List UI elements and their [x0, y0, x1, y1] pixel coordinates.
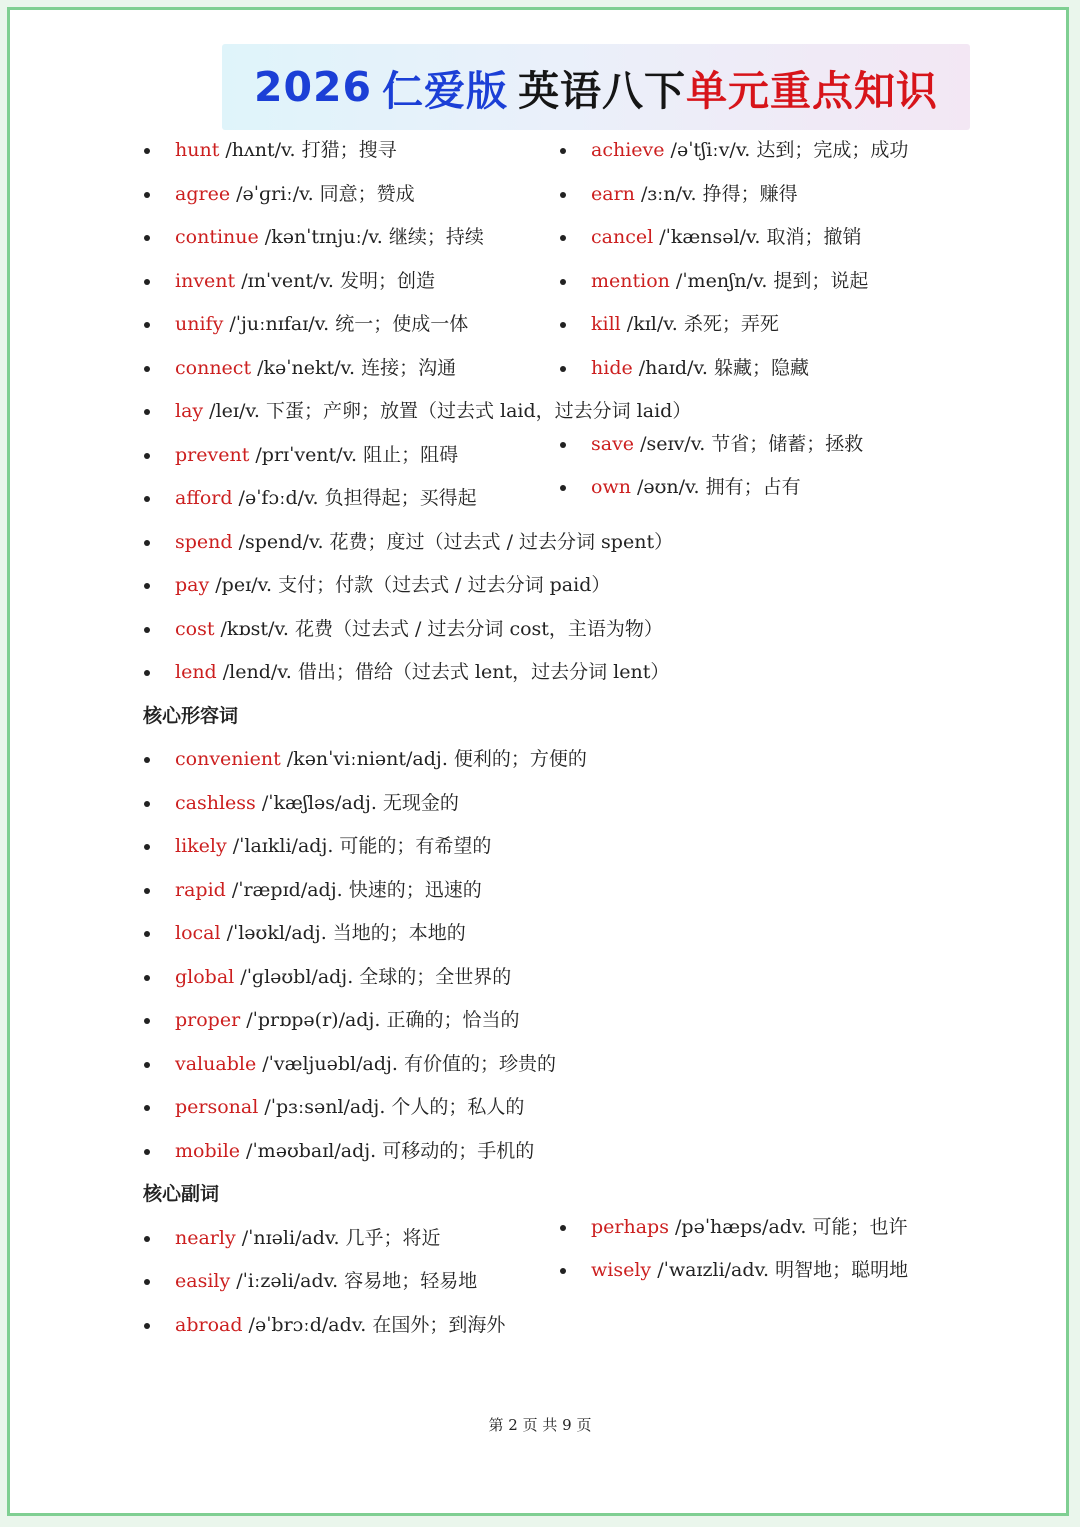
entry-meaning: 个人的；私人的: [391, 1096, 525, 1118]
entry-phonetic: /ɜːn/v.: [634, 183, 703, 205]
entry-word: save: [591, 433, 635, 455]
entry-phonetic: /ˈɡləʊbl/adj.: [234, 966, 360, 988]
entry-word: earn: [591, 183, 635, 205]
entry-meaning: 杀死；弄死: [683, 313, 779, 335]
entry-meaning: 阻止；阻碍: [363, 444, 459, 466]
entry-phonetic: /lend/v.: [216, 661, 298, 683]
entry-text: [591, 470, 801, 504]
entry-word: agree: [175, 183, 231, 205]
entry-word: lay: [175, 400, 204, 422]
entry-word: own: [591, 476, 631, 498]
entry-phonetic: /əˈɡriː/v.: [230, 183, 320, 205]
entry-word: achieve: [591, 139, 665, 161]
bullet-icon: [560, 192, 566, 198]
entry-text: [591, 351, 809, 385]
entry-meaning: 拥有；占有: [705, 476, 801, 498]
entry-meaning: 继续；持续: [388, 226, 484, 248]
entry-text: [175, 1090, 524, 1124]
entry-word: continue: [175, 226, 259, 248]
entry-text: [591, 177, 798, 211]
entry-meaning: 当地的；本地的: [332, 922, 466, 944]
entry-word: mention: [591, 270, 670, 292]
entry-word: wisely: [591, 1259, 652, 1281]
entry-phonetic: /kɒst/v.: [214, 618, 295, 640]
entry-word: invent: [175, 270, 236, 292]
bullet-icon: [144, 888, 150, 894]
entry-phonetic: /spend/v.: [232, 531, 330, 553]
entry-text: [175, 351, 456, 385]
bullet-icon: [144, 279, 150, 285]
section-heading-adjectives: 核心形容词: [143, 705, 239, 727]
entry-word: cost: [175, 618, 215, 640]
entry-phonetic: /ˈkænsəl/v.: [653, 226, 767, 248]
bullet-icon: [144, 1279, 150, 1285]
bullet-icon: [144, 844, 150, 850]
bullet-icon: [144, 1018, 150, 1024]
entry-text: [175, 1047, 556, 1081]
title-topic: 单元重点知识: [686, 66, 939, 115]
entry-word: perhaps: [591, 1216, 669, 1238]
entry-word: personal: [175, 1096, 259, 1118]
bullet-icon: [560, 1225, 566, 1231]
entry-phonetic: /ˈiːzəli/adv.: [230, 1270, 345, 1292]
bullet-icon: [144, 670, 150, 676]
entry-word: proper: [175, 1009, 241, 1031]
entry-phonetic: /prɪˈvent/v.: [249, 444, 364, 466]
entry-word: convenient: [175, 748, 281, 770]
entry-text: [175, 133, 397, 167]
entry-word: abroad: [175, 1314, 243, 1336]
bullet-icon: [560, 322, 566, 328]
entry-text: [175, 960, 511, 994]
entry-phonetic: /haɪd/v.: [632, 357, 714, 379]
entry-word: afford: [175, 487, 233, 509]
entry-text: [591, 264, 868, 298]
entry-word: hide: [591, 357, 633, 379]
entry-word: lend: [175, 661, 217, 683]
entry-meaning: 无现金的: [382, 792, 459, 814]
entry-word: easily: [175, 1270, 231, 1292]
entry-text: [175, 829, 491, 863]
entry-phonetic: /ˈvæljuəbl/adj.: [256, 1053, 404, 1075]
entry-text: [175, 873, 482, 907]
entry-meaning: 挣得；赚得: [702, 183, 798, 205]
entry-text: [175, 1003, 519, 1037]
entry-phonetic: /ɪnˈvent/v.: [235, 270, 340, 292]
entry-text: [591, 307, 779, 341]
bullet-icon: [144, 1105, 150, 1111]
entry-meaning: 有价值的；珍贵的: [404, 1053, 557, 1075]
entry-phonetic: /kɪl/v.: [620, 313, 684, 335]
bullet-icon: [144, 975, 150, 981]
entry-phonetic: /kəˈnekt/v.: [251, 357, 362, 379]
entry-meaning: 达到；完成；成功: [756, 139, 909, 161]
entry-text: [175, 525, 673, 559]
entry-text: [175, 394, 691, 428]
entry-phonetic: /ˈnɪəli/adv.: [235, 1227, 346, 1249]
entry-meaning: 快速的；迅速的: [348, 879, 482, 901]
entry-word: kill: [591, 313, 621, 335]
entry-word: cashless: [175, 792, 256, 814]
bullet-icon: [144, 1149, 150, 1155]
entry-text: [175, 1134, 534, 1168]
bullet-icon: [144, 801, 150, 807]
entry-phonetic: /əˈtʃiːv/v.: [664, 139, 757, 161]
entry-text: [175, 307, 468, 341]
entry-meaning: 提到；说起: [773, 270, 869, 292]
entry-phonetic: /əʊn/v.: [630, 476, 706, 498]
entry-text: [175, 264, 435, 298]
entry-meaning: 全球的；全世界的: [359, 966, 512, 988]
entry-text: [175, 655, 669, 689]
bullet-icon: [560, 442, 566, 448]
entry-text: [175, 1221, 441, 1255]
entry-text: [175, 177, 415, 211]
entry-meaning: 在国外；到海外: [372, 1314, 506, 1336]
entry-phonetic: /kənˈtɪnjuː/v.: [258, 226, 389, 248]
entry-meaning: 躲藏；隐藏: [713, 357, 809, 379]
entry-meaning: 支付；付款（过去式 / 过去分词 paid）: [278, 574, 611, 596]
entry-meaning: 负担得起；买得起: [324, 487, 477, 509]
entry-meaning: 借出；借给（过去式 lent，过去分词 lent）: [297, 661, 670, 683]
entry-meaning: 可移动的；手机的: [382, 1140, 535, 1162]
entry-phonetic: /ˈməʊbaɪl/adj.: [240, 1140, 383, 1162]
entry-word: valuable: [175, 1053, 257, 1075]
page-title: [222, 44, 970, 130]
entry-text: [591, 427, 863, 461]
entry-meaning: 花费（过去式 / 过去分词 cost，主语为物）: [294, 618, 663, 640]
entry-text: [175, 1264, 477, 1298]
bullet-icon: [144, 540, 150, 546]
entry-phonetic: /ˈwaɪzli/adv.: [651, 1259, 776, 1281]
entry-text: [175, 1308, 505, 1342]
entry-text: [175, 786, 459, 820]
bullet-icon: [144, 148, 150, 154]
entry-meaning: 连接；沟通: [361, 357, 457, 379]
entry-word: cancel: [591, 226, 654, 248]
entry-meaning: 正确的；恰当的: [386, 1009, 520, 1031]
bullet-icon: [560, 148, 566, 154]
entry-phonetic: /leɪ/v.: [203, 400, 266, 422]
entry-phonetic: /ˈpɜːsənl/adj.: [258, 1096, 392, 1118]
entry-phonetic: /ˈræpɪd/adj.: [225, 879, 349, 901]
entry-meaning: 统一；使成一体: [335, 313, 469, 335]
entry-meaning: 可能；也许: [812, 1216, 908, 1238]
entry-text: [175, 916, 466, 950]
bullet-icon: [144, 1323, 150, 1329]
entry-meaning: 明智地；聪明地: [775, 1259, 909, 1281]
entry-meaning: 花费；度过（过去式 / 过去分词 spent）: [329, 531, 674, 553]
page-number: 第 2 页 共 9 页: [488, 1416, 592, 1434]
entry-meaning: 打猎；搜寻: [301, 139, 397, 161]
entry-word: likely: [175, 835, 227, 857]
entry-word: connect: [175, 357, 252, 379]
bullet-icon: [560, 235, 566, 241]
entry-phonetic: /əˈfɔːd/v.: [232, 487, 325, 509]
entry-text: [175, 612, 663, 646]
entry-phonetic: /kənˈviːniənt/adj.: [280, 748, 454, 770]
title-subject: 英语八下: [518, 66, 687, 115]
entry-phonetic: /ˈprɒpə(r)/adj.: [240, 1009, 387, 1031]
entry-word: prevent: [175, 444, 250, 466]
entry-meaning: 可能的；有希望的: [339, 835, 492, 857]
entry-meaning: 节省；储蓄；拯救: [711, 433, 864, 455]
entry-word: hunt: [175, 139, 220, 161]
entry-word: rapid: [175, 879, 226, 901]
entry-text: [591, 1210, 908, 1244]
entry-phonetic: /ˈjuːnɪfaɪ/v.: [223, 313, 336, 335]
entry-text: [175, 481, 477, 515]
bullet-icon: [144, 322, 150, 328]
bullet-icon: [560, 485, 566, 491]
title-year: 2026: [253, 63, 373, 111]
entry-text: [175, 438, 458, 472]
entry-word: unify: [175, 313, 224, 335]
entry-phonetic: /ˈləʊkl/adj.: [220, 922, 333, 944]
bullet-icon: [560, 366, 566, 372]
bullet-icon: [144, 931, 150, 937]
bullet-icon: [144, 757, 150, 763]
entry-word: spend: [175, 531, 233, 553]
entry-phonetic: /peɪ/v.: [209, 574, 279, 596]
bullet-icon: [144, 366, 150, 372]
entry-text: [175, 568, 610, 602]
entry-phonetic: /ˈlaɪkli/adj.: [226, 835, 340, 857]
bullet-icon: [144, 496, 150, 502]
entry-meaning: 同意；赞成: [319, 183, 415, 205]
entry-meaning: 取消；撤销: [766, 226, 862, 248]
bullet-icon: [144, 627, 150, 633]
entry-phonetic: /ˈkæʃləs/adj.: [255, 792, 383, 814]
section-heading-adverbs: 核心副词: [143, 1183, 220, 1205]
entry-meaning: 几乎；将近: [345, 1227, 441, 1249]
entry-phonetic: /hʌnt/v.: [219, 139, 302, 161]
bullet-icon: [144, 1236, 150, 1242]
entry-phonetic: /ˈmenʃn/v.: [669, 270, 774, 292]
bullet-icon: [144, 1062, 150, 1068]
entry-text: [591, 220, 862, 254]
entry-text: [591, 133, 908, 167]
entry-text: [591, 1253, 908, 1287]
entry-meaning: 下蛋；产卵；放置（过去式 laid，过去分词 laid）: [265, 400, 692, 422]
entry-word: pay: [175, 574, 210, 596]
entry-meaning: 便利的；方便的: [453, 748, 587, 770]
title-edition: 仁爱版: [382, 66, 509, 115]
entry-text: [175, 220, 484, 254]
bullet-icon: [144, 192, 150, 198]
entry-meaning: 容易地；轻易地: [344, 1270, 478, 1292]
bullet-icon: [144, 583, 150, 589]
bullet-icon: [144, 235, 150, 241]
bullet-icon: [144, 409, 150, 415]
entry-phonetic: /pəˈhæps/adv.: [668, 1216, 813, 1238]
entry-phonetic: /seɪv/v.: [634, 433, 712, 455]
entry-meaning: 发明；创造: [339, 270, 435, 292]
entry-word: global: [175, 966, 235, 988]
entry-word: nearly: [175, 1227, 236, 1249]
bullet-icon: [560, 1268, 566, 1274]
entry-word: mobile: [175, 1140, 241, 1162]
entry-phonetic: /əˈbrɔːd/adv.: [242, 1314, 373, 1336]
entry-text: [175, 742, 587, 776]
bullet-icon: [560, 279, 566, 285]
bullet-icon: [144, 453, 150, 459]
entry-word: local: [175, 922, 221, 944]
